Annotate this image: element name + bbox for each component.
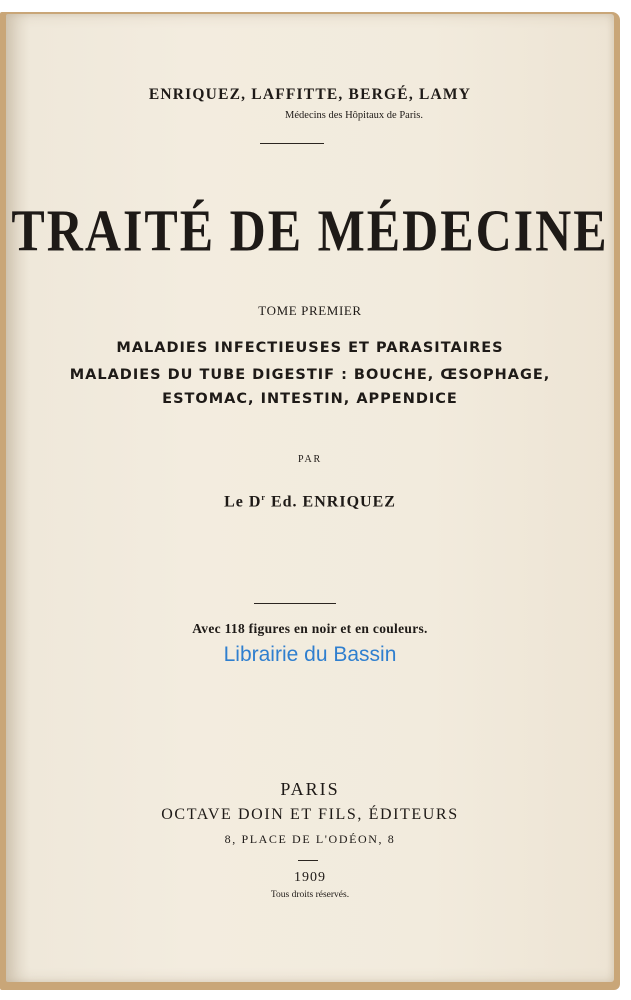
rights-notice: Tous droits réservés.	[270, 890, 350, 900]
author-rest: Ed. ENRIQUEZ	[265, 493, 396, 511]
subtitle-line-3: ESTOMAC, INTESTIN, APPENDICE	[162, 391, 458, 407]
publication-city: PARIS	[280, 779, 340, 799]
publication-year: 1909	[294, 870, 326, 885]
publisher-address: 8, PLACE DE L'ODÉON, 8	[224, 832, 396, 846]
divider-rule	[254, 603, 336, 604]
divider-rule	[298, 860, 318, 861]
publisher-name: OCTAVE DOIN ET FILS, ÉDITEURS	[161, 806, 459, 823]
figures-note: Avec 118 figures en noir et en couleurs.	[192, 621, 428, 636]
author-superscript: r	[261, 493, 266, 502]
author-prefix: Le D	[224, 493, 262, 511]
divider-rule	[260, 143, 324, 144]
authors-line: ENRIQUEZ, LAFFITTE, BERGÉ, LAMY	[148, 86, 472, 103]
title-page	[6, 14, 614, 982]
book-title: TRAITÉ DE MÉDECINE	[11, 197, 609, 264]
bookseller-watermark: Librairie du Bassin	[223, 643, 397, 666]
volume-label: TOME PREMIER	[258, 303, 362, 318]
authors-affiliation: Médecins des Hôpitaux de Paris.	[285, 110, 423, 121]
subtitle-line-2: MALADIES DU TUBE DIGESTIF : BOUCHE, ŒSOPHAGE,	[69, 367, 551, 383]
author-name	[6, 493, 614, 511]
by-label: PAR	[298, 454, 322, 465]
subtitle-line-1: MALADIES INFECTIEUSES ET PARASITAIRES	[116, 340, 504, 356]
